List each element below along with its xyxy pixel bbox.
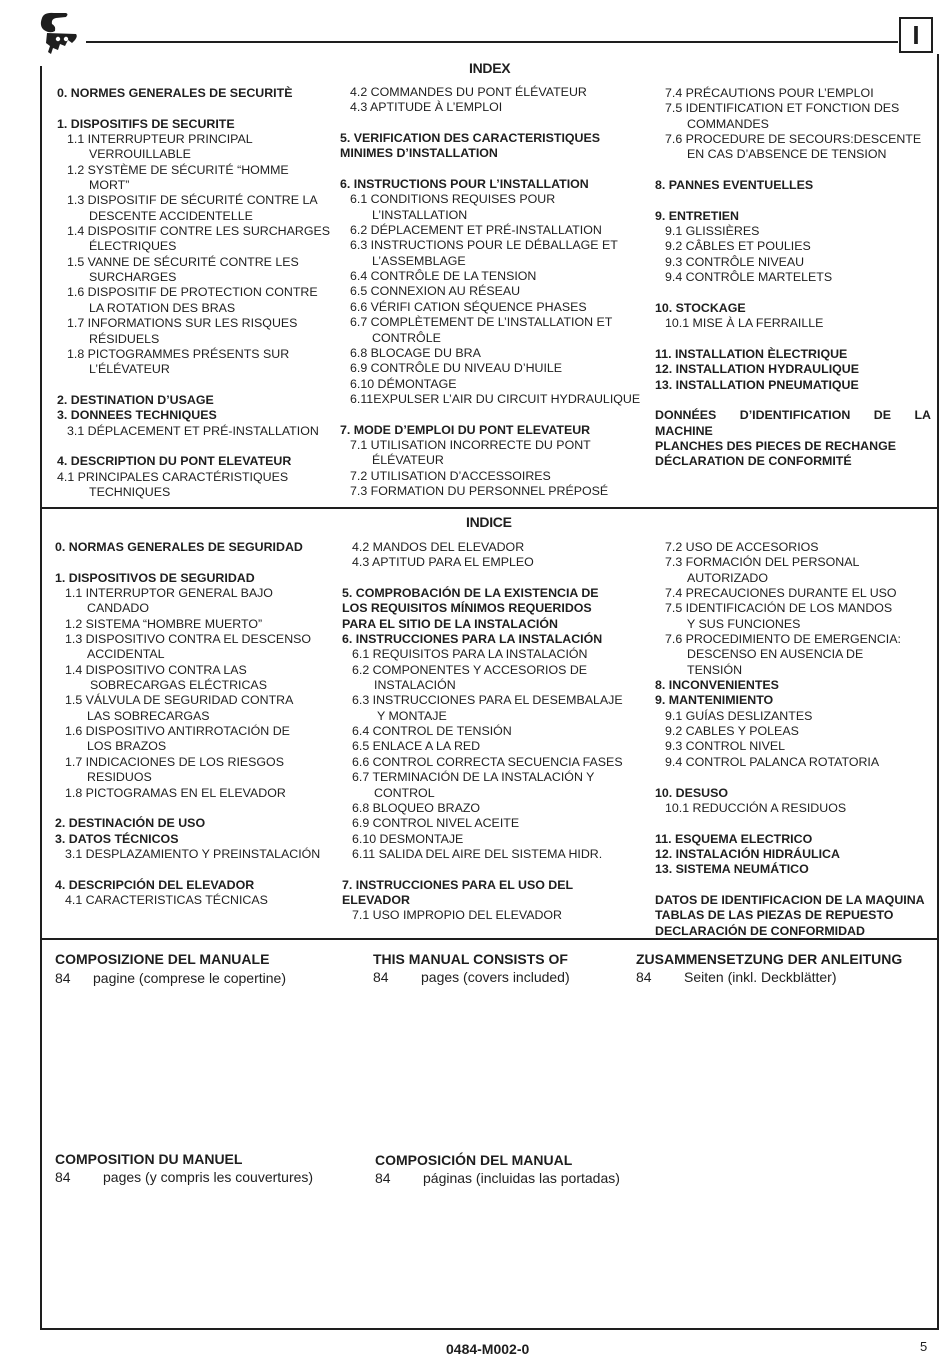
index-entry: 1.1 INTERRUPTOR GENERAL BAJO <box>65 586 273 601</box>
index-entry: Y MONTAJE <box>377 708 447 723</box>
index-heading: 2. DESTINATION D’USAGE <box>57 392 214 407</box>
index-entry: AUTORIZADO <box>687 570 769 585</box>
index-entry: 6.6 VÉRIFI CATION SÉQUENCE PHASES <box>350 299 587 314</box>
index-entry: SOBRECARGAS ELÉCTRICAS <box>90 678 267 693</box>
index-es-col-1 <box>55 540 320 908</box>
spacer <box>342 571 623 586</box>
index-heading: 9. MANTENIMIENTO <box>655 693 774 708</box>
index-heading: 1. DISPOSITIVOS DE SEGURIDAD <box>55 570 255 585</box>
index-heading: 10. STOCKAGE <box>655 300 746 315</box>
index-entry: LAS SOBRECARGAS <box>87 708 210 723</box>
index-entry: COMMANDES <box>687 116 769 131</box>
index-entry: 4.2 COMMANDES DU PONT ÉLÉVATEUR <box>350 85 587 99</box>
index-entry: 4.3 APTITUD PARA EL EMPLEO <box>352 555 534 570</box>
composition-de-count: 84 <box>636 969 652 985</box>
composition-fr-text: pages (y compris les couvertures) <box>103 1169 314 1185</box>
composition-en-count: 84 <box>373 969 389 985</box>
spacer <box>655 285 931 300</box>
index-entry: 6.5 CONNEXION AU RÉSEAU <box>350 284 521 299</box>
index-entry: 7.4 PRECAUCIONES DURANTE EL USO <box>665 586 897 601</box>
index-entry: TENSIÓN <box>687 662 743 677</box>
index-heading: 6. INSTRUCCIONES PARA LA INSTALACIÓN <box>342 632 603 647</box>
index-entry: 6.8 BLOQUEO BRAZO <box>352 800 481 815</box>
index-heading: 12. INSTALLATION HYDRAULIQUE <box>655 362 859 377</box>
index-entry: 9.4 CONTRÔLE MARTELETS <box>665 270 833 285</box>
index-entry: L’ASSEMBLAGE <box>372 253 466 268</box>
index-entry: 1.7 INFORMATIONS SUR LES RISQUES <box>67 316 298 331</box>
index-entry: 6.1 CONDITIONS REQUISES POUR <box>350 192 556 207</box>
brand-logo <box>38 10 80 56</box>
index-entry: L’ÉLÉVATEUR <box>89 362 170 377</box>
composition-en-heading: THIS MANUAL CONSISTS OF <box>373 951 568 967</box>
spacer <box>340 407 640 422</box>
index-entry: 3.1 DESPLAZAMIENTO Y PREINSTALACIÓN <box>65 846 321 861</box>
index-fr-col-2 <box>340 85 640 499</box>
index-entry: 6.3 INSTRUCTIONS POUR LE DÉBALLAGE ET <box>350 238 618 253</box>
index-heading: 7. INSTRUCCIONES PARA EL USO DEL <box>342 877 574 892</box>
index-heading: 13. INSTALLATION PNEUMATIQUE <box>655 377 859 392</box>
spacer <box>342 862 623 877</box>
index-entry: 9.1 GUÍAS DESLIZANTES <box>665 708 813 723</box>
index-heading: 9. ENTRETIEN <box>655 208 739 223</box>
index-entry: 6.8 BLOCAGE DU BRA <box>350 345 481 360</box>
index-fr-col-3 <box>655 86 931 470</box>
composition-de-heading: ZUSAMMENSETZUNG DER ANLEITUNG <box>636 951 903 967</box>
index-entry: 6.11 SALIDA DEL AIRE DEL SISTEMA HIDR. <box>352 846 603 861</box>
index-entry: 6.2 DÉPLACEMENT ET PRÉ-INSTALLATION <box>350 223 602 238</box>
index-entry: 1.3 DISPOSITIVO CONTRA EL DESCENSO <box>65 632 312 647</box>
index-entry: 9.4 CONTROL PALANCA ROTATORIA <box>665 754 880 769</box>
index-entry: Y SUS FUNCIONES <box>687 616 801 631</box>
index-heading: 5. VERIFICATION DES CARACTERISTIQUES <box>340 131 600 146</box>
composition-es-pages <box>375 1170 620 1186</box>
composition-en-text: pages (covers included) <box>421 969 570 985</box>
index-heading: 12. INSTALACIÓN HIDRÁULICA <box>655 846 840 861</box>
index-entry: VERROUILLABLE <box>89 147 191 162</box>
index-heading: 11. INSTALLATION ÈLECTRIQUE <box>655 346 848 361</box>
spacer <box>655 332 931 347</box>
index-entry: 6.10 DESMONTAJE <box>352 831 464 846</box>
composition-it-heading: COMPOSIZIONE DEL MANUALE <box>55 951 270 967</box>
index-heading: 4. DESCRIPTION DU PONT ELEVATEUR <box>57 454 292 469</box>
index-entry: 1.8 PICTOGRAMMES PRÉSENTS SUR <box>67 346 290 361</box>
index-entry: INSTALACIÓN <box>374 678 456 693</box>
spacer <box>55 862 320 877</box>
index-heading: 5. COMPROBACIÓN DE LA EXISTENCIA DE <box>342 586 599 601</box>
index-entry: 1.6 DISPOSITIF DE PROTECTION CONTRE <box>67 285 318 300</box>
composition-en-pages <box>373 969 570 985</box>
index-entry: 7.1 UTILISATION INCORRECTE DU PONT <box>350 437 591 452</box>
index-heading: DATOS DE IDENTIFICACION DE LA MAQUINA <box>655 892 925 907</box>
index-es-col-2 <box>342 540 623 924</box>
spacer <box>655 393 931 408</box>
index-entry: 7.1 USO IMPROPIO DEL ELEVADOR <box>352 908 563 923</box>
index-heading: 0. NORMES GENERALES DE SECURITÈ <box>57 86 293 100</box>
index-heading: TABLAS DE LAS PIEZAS DE REPUESTO <box>655 908 894 923</box>
index-entry: 1.4 DISPOSITIF CONTRE LES SURCHARGES <box>67 224 331 239</box>
index-entry: 6.7 TERMINACIÓN DE LA INSTALACIÓN Y <box>352 770 595 785</box>
index-heading: 10. DESUSO <box>655 785 728 800</box>
index-heading: 11. ESQUEMA ELECTRICO <box>655 831 813 846</box>
index-entry: 6.7 COMPLÈTEMENT DE L’INSTALLATION ET <box>350 315 613 330</box>
index-entry: 6.1 REQUISITOS PARA LA INSTALACIÓN <box>352 647 588 662</box>
page-number: 5 <box>920 1339 928 1354</box>
index-entry: 1.7 INDICACIONES DE LOS RIESGOS <box>65 754 284 769</box>
index-heading: 8. PANNES EVENTUELLES <box>655 178 814 193</box>
composition-de-text: Seiten (inkl. Deckblätter) <box>684 969 837 985</box>
index-entry: 9.2 CÂBLES ET POULIES <box>665 239 811 254</box>
index-entry: MORT” <box>89 178 130 193</box>
index-heading: LOS REQUISITOS MÍNIMOS REQUERIDOS <box>342 601 592 616</box>
index-entry: 9.3 CONTROL NIVEL <box>665 739 786 754</box>
index-entry: 1.1 INTERRUPTEUR PRINCIPAL <box>67 132 253 147</box>
index-fr-title: INDEX <box>469 60 511 76</box>
index-entry: 7.6 PROCEDURE DE SECOURS:DESCENTE <box>665 132 922 147</box>
spacer <box>55 555 320 570</box>
index-entry: 6.9 CONTROL NIVEL ACEITE <box>352 816 520 831</box>
index-entry: 6.9 CONTRÔLE DU NIVEAU D’HUILE <box>350 361 563 376</box>
index-entry: DESCENSO EN AUSENCIA DE <box>687 647 864 662</box>
index-entry: DESCENTE ACCIDENTELLE <box>89 208 253 223</box>
spacer <box>340 116 640 131</box>
index-heading: DECLARACIÓN DE CONFORMIDAD <box>655 923 865 938</box>
index-entry: RÉSIDUELS <box>89 331 160 346</box>
frame-right <box>937 54 939 1330</box>
composition-es-heading: COMPOSICIÓN DEL MANUAL <box>375 1152 573 1168</box>
index-heading: MACHINE <box>655 423 713 438</box>
index-heading: PLANCHES DES PIECES DE RECHANGE <box>655 438 896 453</box>
index-heading: 4. DESCRIPCIÓN DEL ELEVADOR <box>55 877 255 892</box>
index-heading: 8. INCONVENIENTES <box>655 678 779 693</box>
spacer <box>57 101 330 116</box>
frame-left <box>40 66 42 1330</box>
index-heading: 3. DONNEES TECHNIQUES <box>57 408 217 423</box>
spacer <box>655 770 925 785</box>
index-entry: 4.1 CARACTERISTICAS TÉCNICAS <box>65 892 268 907</box>
index-entry: 7.2 USO DE ACCESORIOS <box>665 540 819 554</box>
spacer <box>340 162 640 177</box>
index-entry: 3.1 DÉPLACEMENT ET PRÉ-INSTALLATION <box>67 423 319 438</box>
index-entry: 9.1 GLISSIÈRES <box>665 224 760 239</box>
index-entry: 7.3 FORMATION DU PERSONNEL PRÉPOSÉ <box>350 483 609 498</box>
composition-es-count: 84 <box>375 1170 391 1186</box>
index-entry: 1.2 SISTEMA “HOMBRE MUERTO” <box>65 616 263 631</box>
index-fr-col-1 <box>57 86 330 500</box>
index-entry: 6.5 ENLACE A LA RED <box>352 739 481 754</box>
index-heading: 1. DISPOSITIFS DE SECURITE <box>57 116 235 131</box>
index-entry: 6.4 CONTRÔLE DE LA TENSION <box>350 269 537 284</box>
index-heading: PARA EL SITIO DE LA INSTALACIÓN <box>342 616 558 631</box>
index-entry: 6.4 CONTROL DE TENSIÓN <box>352 724 512 739</box>
index-entry: 7.5 IDENTIFICACIÓN DE LOS MANDOS <box>665 601 893 616</box>
index-heading: 7. MODE D’EMPLOI DU PONT ELEVATEUR <box>340 422 591 437</box>
composition-it-text: pagine (comprese le copertine) <box>93 970 286 986</box>
index-entry: 6.6 CONTROL CORRECTA SECUENCIA FASES <box>352 754 623 769</box>
spacer <box>655 163 931 178</box>
index-entry: TECHNIQUES <box>89 484 171 499</box>
index-entry: 4.2 MANDOS DEL ELEVADOR <box>352 540 525 554</box>
header-rule <box>86 41 898 43</box>
index-entry: CONTROL <box>374 785 435 800</box>
index-entry: 4.3 APTITUDE À L’EMPLOI <box>350 100 503 115</box>
section-letter: I <box>912 20 920 50</box>
index-heading: 13. SISTEMA NEUMÁTICO <box>655 862 809 877</box>
spacer <box>57 439 330 454</box>
index-entry: 6.10 DÉMONTAGE <box>350 376 457 391</box>
index-entry: ÉLECTRIQUES <box>89 239 177 254</box>
index-entry: CONTRÔLE <box>372 330 441 345</box>
index-entry: 9.3 CONTRÔLE NIVEAU <box>665 254 805 269</box>
composition-fr-count: 84 <box>55 1169 71 1185</box>
index-heading: DÉCLARATION DE CONFORMITÉ <box>655 454 852 469</box>
index-entry: 1.8 PICTOGRAMAS EN EL ELEVADOR <box>65 785 286 800</box>
index-entry: 4.1 PRINCIPALES CARACTÉRISTIQUES <box>57 469 289 484</box>
index-entry: 9.2 CABLES Y POLEAS <box>665 724 799 739</box>
index-heading: ELEVADOR <box>342 892 410 907</box>
index-entry: 7.5 IDENTIFICATION ET FONCTION DES <box>665 101 900 116</box>
index-entry: 1.4 DISPOSITIVO CONTRA LAS <box>65 662 247 677</box>
index-entry: CANDADO <box>87 601 149 616</box>
index-heading: DONNÉES D’IDENTIFICATION DE LA <box>655 408 931 423</box>
index-entry: 6.2 COMPONENTES Y ACCESORIOS DE <box>352 662 588 677</box>
composition-fr-heading: COMPOSITION DU MANUEL <box>55 1151 243 1167</box>
index-heading: 2. DESTINACIÓN DE USO <box>55 816 206 831</box>
index-entry: 7.4 PRÉCAUTIONS POUR L’EMPLOI <box>665 86 874 100</box>
divider-fr-es <box>40 507 939 509</box>
index-entry: EN CAS D’ABSENCE DE TENSION <box>687 147 887 162</box>
doc-code: 0484-M002-0 <box>446 1341 530 1357</box>
index-es-title: INDICE <box>466 514 512 530</box>
frame-bottom <box>40 1328 939 1330</box>
section-letter-box <box>899 17 933 53</box>
index-entry: LA ROTATION DES BRAS <box>89 300 236 315</box>
index-entry: ÉLÉVATEUR <box>372 453 444 468</box>
spacer <box>57 378 330 393</box>
index-heading: 6. INSTRUCTIONS POUR L’INSTALLATION <box>340 177 589 192</box>
index-entry: 1.5 VANNE DE SÉCURITÉ CONTRE LES <box>67 254 299 269</box>
index-entry: 1.3 DISPOSITIF DE SÉCURITÉ CONTRE LA <box>67 193 318 208</box>
composition-it-count: 84 <box>55 970 71 986</box>
index-entry: SURCHARGES <box>89 270 177 285</box>
spacer <box>655 878 925 893</box>
index-entry: 7.3 FORMACIÓN DEL PERSONAL <box>665 555 860 570</box>
index-entry: 6.3 INSTRUCCIONES PARA EL DESEMBALAJE <box>352 693 623 708</box>
index-entry: L’INSTALLATION <box>372 207 468 222</box>
index-entry: 10.1 MISE À LA FERRAILLE <box>665 316 824 331</box>
index-entry: LOS BRAZOS <box>87 739 167 754</box>
index-entry: RESIDUOS <box>87 770 152 785</box>
index-es-col-3 <box>655 540 925 939</box>
composition-es-text: páginas (incluidas las portadas) <box>423 1170 620 1186</box>
index-entry: 7.6 PROCEDIMIENTO DE EMERGENCIA: <box>665 632 901 647</box>
index-entry: 10.1 REDUCCIÓN A RESIDUOS <box>665 800 847 815</box>
composition-fr-pages <box>55 1169 313 1185</box>
index-entry: 7.2 UTILISATION D’ACCESSOIRES <box>350 468 551 483</box>
composition-it-pages <box>55 970 286 986</box>
index-entry: ACCIDENTAL <box>87 647 165 662</box>
spacer <box>55 801 320 816</box>
composition-de-pages <box>636 969 837 985</box>
index-entry: 1.2 SYSTÈME DE SÉCURITÉ “HOMME <box>67 162 289 177</box>
spacer <box>655 193 931 208</box>
index-entry: 1.6 DISPOSITIVO ANTIRROTACIÓN DE <box>65 724 290 739</box>
index-heading: 3. DATOS TÉCNICOS <box>55 831 179 846</box>
index-entry: 6.11EXPULSER L’AIR DU CIRCUIT HYDRAULIQUE <box>350 391 641 406</box>
index-heading: MINIMES D’INSTALLATION <box>340 146 498 161</box>
index-heading: 0. NORMAS GENERALES DE SEGURIDAD <box>55 540 303 554</box>
spacer <box>655 816 925 831</box>
index-entry: 1.5 VÁLVULA DE SEGURIDAD CONTRA <box>65 693 294 708</box>
